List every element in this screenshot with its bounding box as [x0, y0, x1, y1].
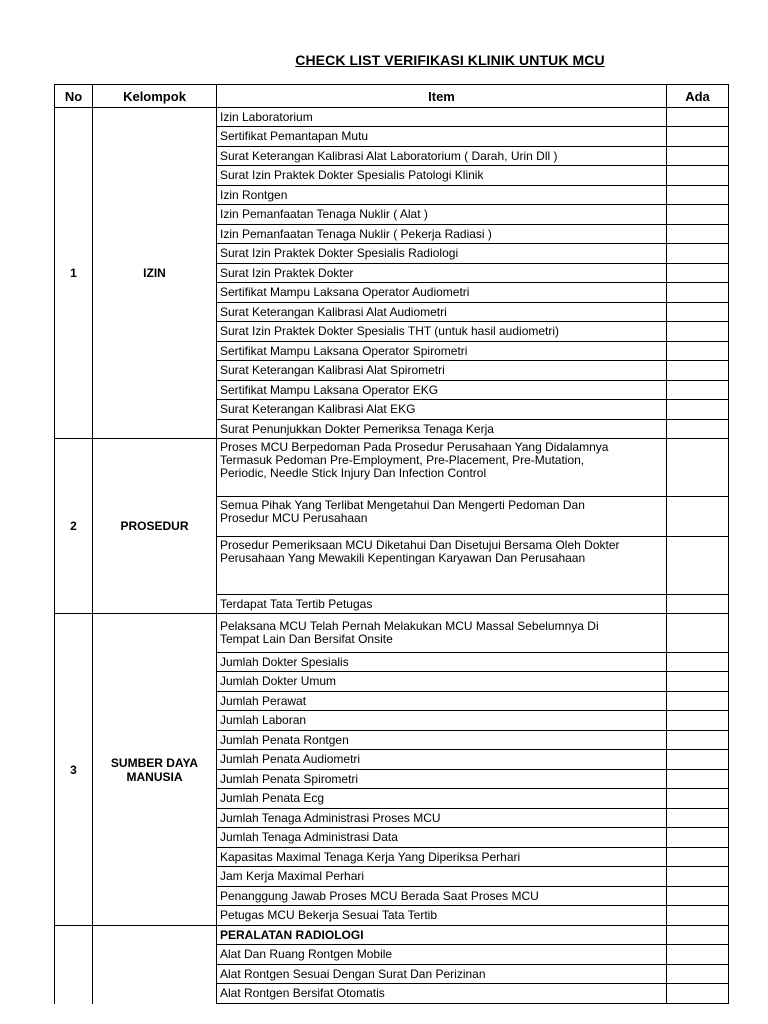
ada-checkbox-cell[interactable] [667, 867, 729, 887]
ada-checkbox-cell[interactable] [667, 945, 729, 965]
ada-checkbox-cell[interactable] [667, 342, 729, 361]
ada-checkbox-cell[interactable] [667, 244, 729, 264]
group-name [93, 926, 217, 1004]
ada-checkbox-cell[interactable] [667, 322, 729, 342]
item-text: Surat Keterangan Kalibrasi Alat Laboratorium ( Darah, Urin Dll ) [217, 147, 667, 166]
ada-checkbox-cell[interactable] [667, 692, 729, 711]
item-text: Jumlah Penata Spirometri [217, 770, 667, 789]
ada-checkbox-cell[interactable] [667, 789, 729, 809]
item-text [217, 614, 667, 653]
item-text: Jumlah Penata Rontgen [217, 731, 667, 750]
item-text-line: Tempat Lain Dan Bersifat Onsite [220, 632, 393, 646]
ada-checkbox-cell[interactable] [667, 926, 729, 945]
ada-checkbox-cell[interactable] [667, 965, 729, 984]
item-text: Surat Keterangan Kalibrasi Alat EKG [217, 400, 667, 420]
item-text: Alat Rontgen Bersifat Otomatis [217, 984, 667, 1004]
group-name: PROSEDUR [93, 439, 217, 614]
table-row [55, 439, 729, 497]
ada-checkbox-cell[interactable] [667, 283, 729, 303]
ada-checkbox-cell[interactable] [667, 614, 729, 653]
item-text [217, 439, 667, 497]
ada-checkbox-cell[interactable] [667, 381, 729, 400]
item-text: Surat Izin Praktek Dokter [217, 264, 667, 283]
table-row [55, 108, 729, 127]
item-text: Jumlah Dokter Umum [217, 672, 667, 692]
group-name [93, 614, 217, 926]
ada-checkbox-cell[interactable] [667, 828, 729, 848]
item-text-line: Semua Pihak Yang Terlibat Mengetahui Dan Mengerti Pedoman Dan [220, 498, 585, 512]
item-text: Izin Laboratorium [217, 108, 667, 127]
item-text: Sertifikat Mampu Laksana Operator Spirometri [217, 342, 667, 361]
header-ada: Ada [667, 85, 729, 108]
item-text: Surat Keterangan Kalibrasi Alat Audiometri [217, 303, 667, 322]
group-number: 2 [55, 439, 93, 614]
ada-checkbox-cell[interactable] [667, 400, 729, 420]
item-text: Jumlah Dokter Spesialis [217, 653, 667, 672]
ada-checkbox-cell[interactable] [667, 750, 729, 770]
item-text: Petugas MCU Bekerja Sesuai Tata Tertib [217, 906, 667, 926]
ada-checkbox-cell[interactable] [667, 108, 729, 127]
table-row [55, 926, 729, 945]
item-text: Penanggung Jawab Proses MCU Berada Saat Proses MCU [217, 887, 667, 906]
ada-checkbox-cell[interactable] [667, 770, 729, 789]
header-item: Item [217, 85, 667, 108]
group-name-line: SUMBER DAYA [110, 755, 199, 770]
item-text: Jumlah Penata Ecg [217, 789, 667, 809]
header-no: No [55, 85, 93, 108]
item-text: Surat Izin Praktek Dokter Spesialis Radiologi [217, 244, 667, 264]
item-text: Sertifikat Mampu Laksana Operator EKG [217, 381, 667, 400]
ada-checkbox-cell[interactable] [667, 127, 729, 147]
group-number: 3 [55, 614, 93, 926]
item-text: Izin Rontgen [217, 186, 667, 205]
ada-checkbox-cell[interactable] [667, 595, 729, 614]
ada-checkbox-cell[interactable] [667, 731, 729, 750]
ada-checkbox-cell[interactable] [667, 264, 729, 283]
ada-checkbox-cell[interactable] [667, 653, 729, 672]
ada-checkbox-cell[interactable] [667, 711, 729, 731]
ada-checkbox-cell[interactable] [667, 166, 729, 186]
item-text: Jumlah Perawat [217, 692, 667, 711]
item-text: Terdapat Tata Tertib Petugas [217, 595, 667, 614]
item-text-line: Termasuk Pedoman Pre-Employment, Pre-Placement, Pre-Mutation, [220, 453, 585, 467]
item-text: Alat Dan Ruang Rontgen Mobile [217, 945, 667, 965]
ada-checkbox-cell[interactable] [667, 984, 729, 1004]
ada-checkbox-cell[interactable] [667, 186, 729, 205]
checklist-body [55, 108, 729, 1004]
item-text: Sertifikat Mampu Laksana Operator Audiometri [217, 283, 667, 303]
item-text-line: Proses MCU Berpedoman Pada Prosedur Perusahaan Yang Didalamnya [220, 440, 609, 454]
item-text-line: Prosedur Pemeriksaan MCU Diketahui Dan Disetujui Bersama Oleh Dokter [220, 538, 620, 552]
item-text: Kapasitas Maximal Tenaga Kerja Yang Diperiksa Perhari [217, 848, 667, 867]
item-text: PERALATAN RADIOLOGI [217, 926, 667, 945]
ada-checkbox-cell[interactable] [667, 906, 729, 926]
item-text: Izin Pemanfaatan Tenaga Nuklir ( Alat ) [217, 205, 667, 225]
ada-checkbox-cell[interactable] [667, 205, 729, 225]
item-text: Surat Izin Praktek Dokter Spesialis Patologi Klinik [217, 166, 667, 186]
ada-checkbox-cell[interactable] [667, 809, 729, 828]
group-number: 1 [55, 108, 93, 439]
item-text-line: Prosedur MCU Perusahaan [220, 511, 368, 525]
ada-checkbox-cell[interactable] [667, 537, 729, 595]
group-number [55, 926, 93, 1004]
item-text: Surat Keterangan Kalibrasi Alat Spirometri [217, 361, 667, 381]
ada-checkbox-cell[interactable] [667, 439, 729, 497]
ada-checkbox-cell[interactable] [667, 887, 729, 906]
header-kelompok: Kelompok [93, 85, 217, 108]
item-text: Surat Penunjukkan Dokter Pemeriksa Tenaga Kerja [217, 420, 667, 439]
ada-checkbox-cell[interactable] [667, 361, 729, 381]
item-text: Sertifikat Pemantapan Mutu [217, 127, 667, 147]
item-text: Jumlah Penata Audiometri [217, 750, 667, 770]
item-text: Izin Pemanfaatan Tenaga Nuklir ( Pekerja Radiasi ) [217, 225, 667, 244]
item-text: Jumlah Laboran [217, 711, 667, 731]
item-text [217, 497, 667, 537]
item-text-line: Pelaksana MCU Telah Pernah Melakukan MCU Massal Sebelumnya Di [220, 619, 599, 633]
item-text-line: Periodic, Needle Stick Injury Dan Infection Control [220, 466, 487, 480]
group-name: IZIN [93, 108, 217, 439]
ada-checkbox-cell[interactable] [667, 672, 729, 692]
ada-checkbox-cell[interactable] [667, 147, 729, 166]
ada-checkbox-cell[interactable] [667, 420, 729, 439]
item-text: Jam Kerja Maximal Perhari [217, 867, 667, 887]
ada-checkbox-cell[interactable] [667, 303, 729, 322]
item-text: Jumlah Tenaga Administrasi Proses MCU [217, 809, 667, 828]
header-row [55, 85, 729, 108]
item-text-line: Perusahaan Yang Mewakili Kepentingan Karyawan Dan Perusahaan [220, 551, 586, 565]
item-text: Alat Rontgen Sesuai Dengan Surat Dan Perizinan [217, 965, 667, 984]
group-name-line: MANUSIA [126, 769, 183, 784]
item-text: Jumlah Tenaga Administrasi Data [217, 828, 667, 848]
ada-checkbox-cell[interactable] [667, 497, 729, 537]
document-title: CHECK LIST VERIFIKASI KLINIK UNTUK MCU [295, 52, 605, 68]
checklist-table [54, 84, 729, 1004]
ada-checkbox-cell[interactable] [667, 848, 729, 867]
table-row [55, 614, 729, 653]
item-text [217, 537, 667, 595]
ada-checkbox-cell[interactable] [667, 225, 729, 244]
item-text: Surat Izin Praktek Dokter Spesialis THT (untuk hasil audiometri) [217, 322, 667, 342]
